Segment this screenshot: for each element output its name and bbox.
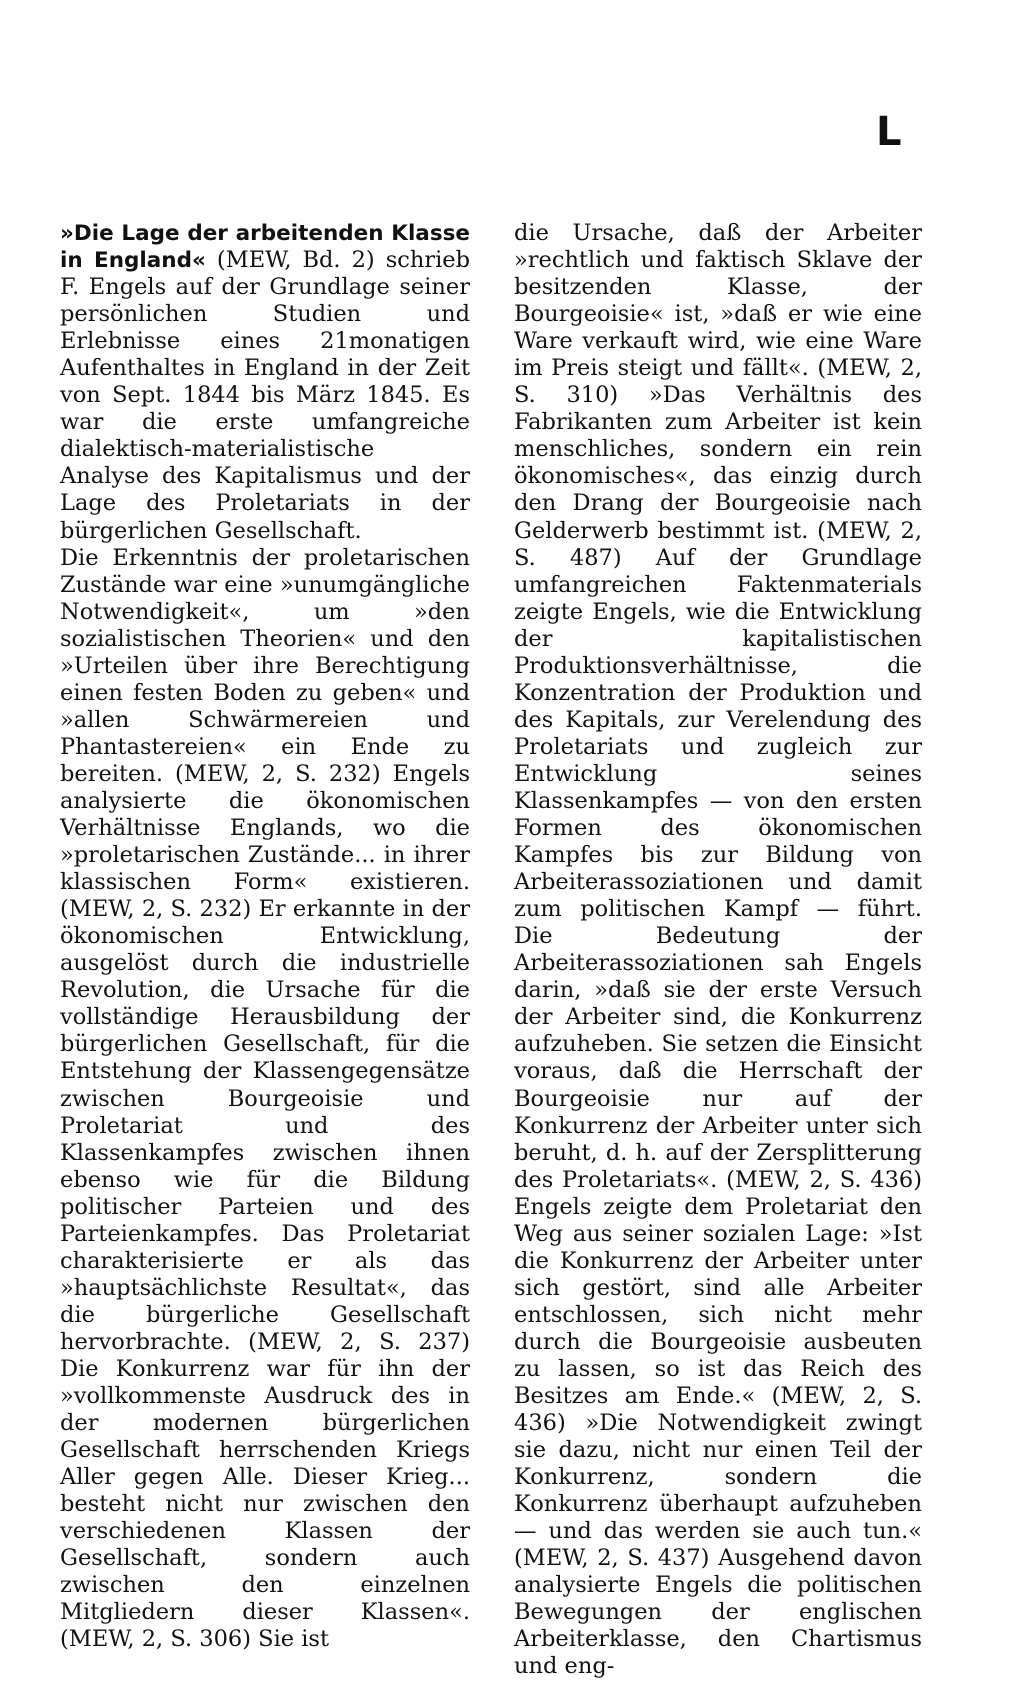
paragraph-3: die Ursache, daß der Arbeiter »rechtlich und faktisch Sklave der besitzenden Klasse, der Bourgeoisie« ist, »daß er wie eine Ware verkauft wird, wie eine Ware im Preis steigt und fällt«. (MEW, 2, S. 310) »Das Verhältnis des Fabrikanten zum Arbeiter ist kein menschliches, sondern ein rein ökonomisches«, das einzig durch den Drang der Bourgeoisie nach Gelderwerb bestimmt ist. (MEW, 2, S. 487) Auf der Grundlage umfangreichen Faktenmaterials zeigte Engels, wie die Entwicklung der kapitalistischen Produktionsverhältnisse, die Konzentration der Produktion und des Kapitals, zur Verelendung des Proletariats und zugleich zur Entwicklung seines Klassenkampfes — von den ersten Formen des ökonomischen Kampfes bis zur Bildung von Arbeiterassoziationen und damit zum politischen Kampf — führt. Die Bedeutung der Arbeiterassoziationen sah Engels darin, »daß sie der erste Versuch der Arbeiter sind, die Konkurrenz aufzuheben. Sie setzen die Einsicht voraus, daß die Herrschaft der Bourgeoisie nur auf der Konkurrenz der Arbeiter unter sich beruht, d. h. auf der Zersplitterung des Proletariats«. (MEW, 2, S. 436) Engels zeigte dem Proletariat den Weg aus seiner sozialen Lage: »Ist die Konkurrenz der Arbeiter unter sich gestört, sind alle Arbeiter entschlossen, sich nicht mehr durch die Bourgeoisie ausbeuten zu lassen, so ist das Reich des Besitzes am Ende.« (MEW, 2, S. 436) »Die Notwendigkeit zwingt sie dazu, nicht nur einen Teil der Konkurrenz, sondern die Konkurrenz überhaupt aufzuheben — und das werden sie auch tun.« (MEW, 2, S. 437) Ausgehend davon analysierte Engels die politischen Bewegungen der englischen Arbeiterklasse, den Chartismus und eng-	[514, 220, 922, 1680]
left-column	[60, 220, 470, 1653]
section-letter: L	[876, 109, 902, 155]
paragraph-1	[60, 220, 470, 545]
paragraph-2: Die Erkenntnis der proletarischen Zustände war eine »unumgängliche Notwendigkeit«, um »den sozialistischen Theorien« und den »Urteilen über ihre Berechtigung einen festen Boden zu geben« und »allen Schwärmereien und Phantastereien« ein Ende zu bereiten. (MEW, 2, S. 232) Engels analysierte die ökonomischen Verhältnisse Englands, wo die »proletarischen Zustände... in ihrer klassischen Form« existieren. (MEW, 2, S. 232) Er erkannte in der ökonomischen Entwicklung, ausgelöst durch die industrielle Revolution, die Ursache für die vollständige Herausbildung der bürgerlichen Gesellschaft, für die Entstehung der Klassengegensätze zwischen Bourgeoisie und Proletariat und des Klassenkampfes zwischen ihnen ebenso wie für die Bildung politischer Parteien und des Parteienkampfes. Das Proletariat charakterisierte er als das »hauptsächlichste Resultat«, das die bürgerliche Gesellschaft hervorbrachte. (MEW, 2, S. 237) Die Konkurrenz war für ihn der »vollkommenste Ausdruck des in der modernen bürgerlichen Gesellschaft herrschenden Kriegs Aller gegen Alle. Dieser Krieg... besteht nicht nur zwischen den verschiedenen Klassen der Gesellschaft, sondern auch zwischen den einzelnen Mitgliedern dieser Klassen«. (MEW, 2, S. 306) Sie ist	[60, 544, 470, 1653]
right-column	[514, 220, 922, 1681]
entry-headword: »Die Lage der arbeitenden Klasse in England«	[60, 221, 470, 274]
paragraph-1-text: (MEW, Bd. 2) schrieb F. Engels auf der Grundlage seiner persönlichen Studien und Erlebnisse eines 21monatigen Aufenthaltes in England in der Zeit von Sept. 1844 bis März 1845. Es war die erste umfangreiche dialektisch-materialistische Analyse des Kapitalismus und der Lage des Proletariats in der bürgerlichen Gesellschaft.	[60, 247, 470, 544]
